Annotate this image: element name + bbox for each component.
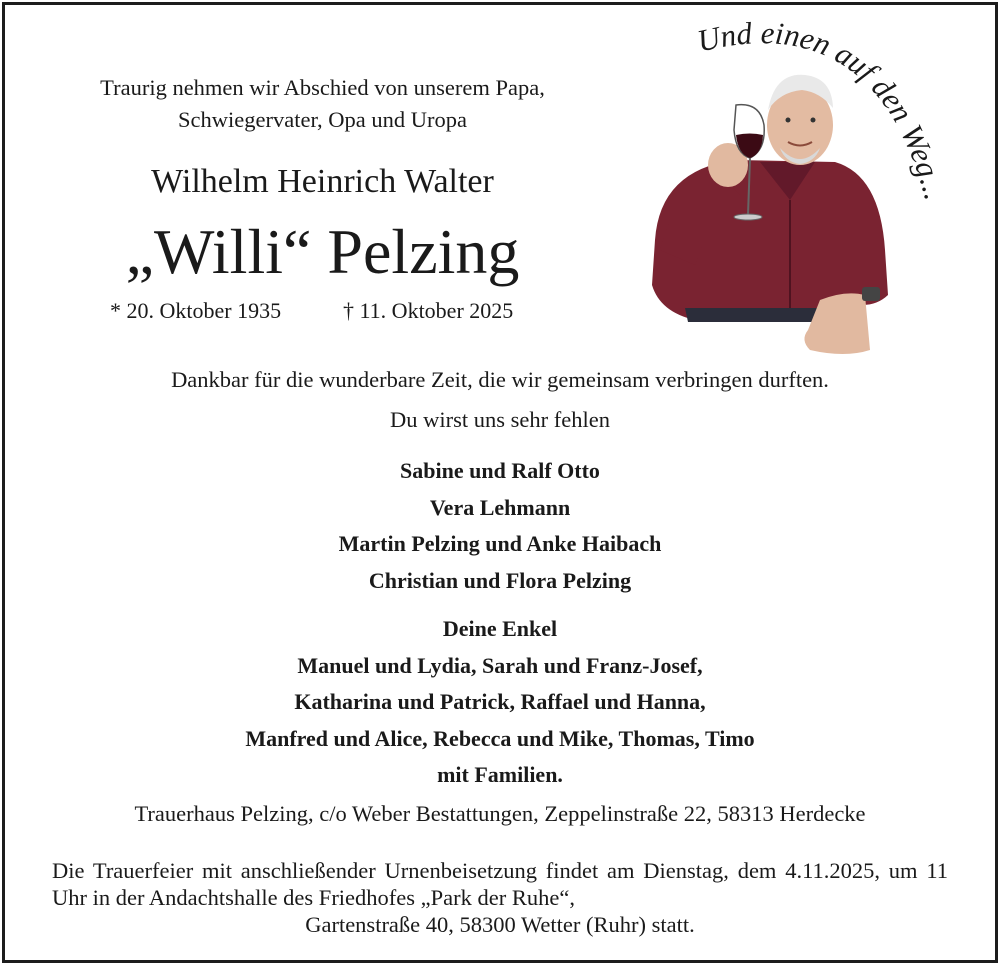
thanks-text: Dankbar für die wunderbare Zeit, die wir gemeinsam verbringen durften. [171,367,829,392]
ceremony-text: Die Trauerfeier mit anschließender Urnenbeisetzung findet am Dienstag, dem 4.11.2025, um 11 Uhr in der Andachtshalle des Friedhofes „Park der Ruhe“, [52,858,948,910]
mourning-address: Trauerhaus Pelzing, c/o Weber Bestattungen, Zeppelinstraße 22, 58313 Herdecke [134,801,866,826]
ceremony-details [52,857,948,938]
intro-line-2: Schwiegervater, Opa und Uropa [178,107,467,132]
portrait-photo [640,50,900,360]
given-names: Wilhelm Heinrich Walter [151,163,494,200]
death-date: † 11. Oktober 2025 [343,298,514,323]
mourner-line: Christian und Flora Pelzing [368,567,632,593]
grandchildren-line: Manfred und Alice, Rebecca und Mike, Thomas, Timo [245,725,755,751]
ceremony-last-line: Gartenstraße 40, 58300 Wetter (Ruhr) statt. [305,912,695,937]
grandchildren-line: mit Familien. [437,762,563,787]
mourner-line: Vera Lehmann [429,494,571,520]
mourner-line: Martin Pelzing und Anke Haibach [338,531,662,556]
deceased-name: „Willi“ Pelzing [125,216,520,287]
birth-date: * 20. Oktober 1935 [110,298,282,323]
miss-you-text: Du wirst uns sehr fehlen [390,407,610,432]
intro-text [35,72,610,136]
grandchildren-line: Manuel und Lydia, Sarah und Franz-Josef, [297,652,703,678]
grandchildren-line: Katharina und Patrick, Raffael und Hanna, [294,689,706,714]
grandchildren-heading: Deine Enkel [442,616,558,641]
motto-text: Und einen auf den Weg... [694,15,954,204]
mourners-list [20,453,980,794]
mourner-line: Sabine und Ralf Otto [400,458,600,483]
intro-line-1: Traurig nehmen wir Abschied von unserem Papa, [100,75,545,100]
